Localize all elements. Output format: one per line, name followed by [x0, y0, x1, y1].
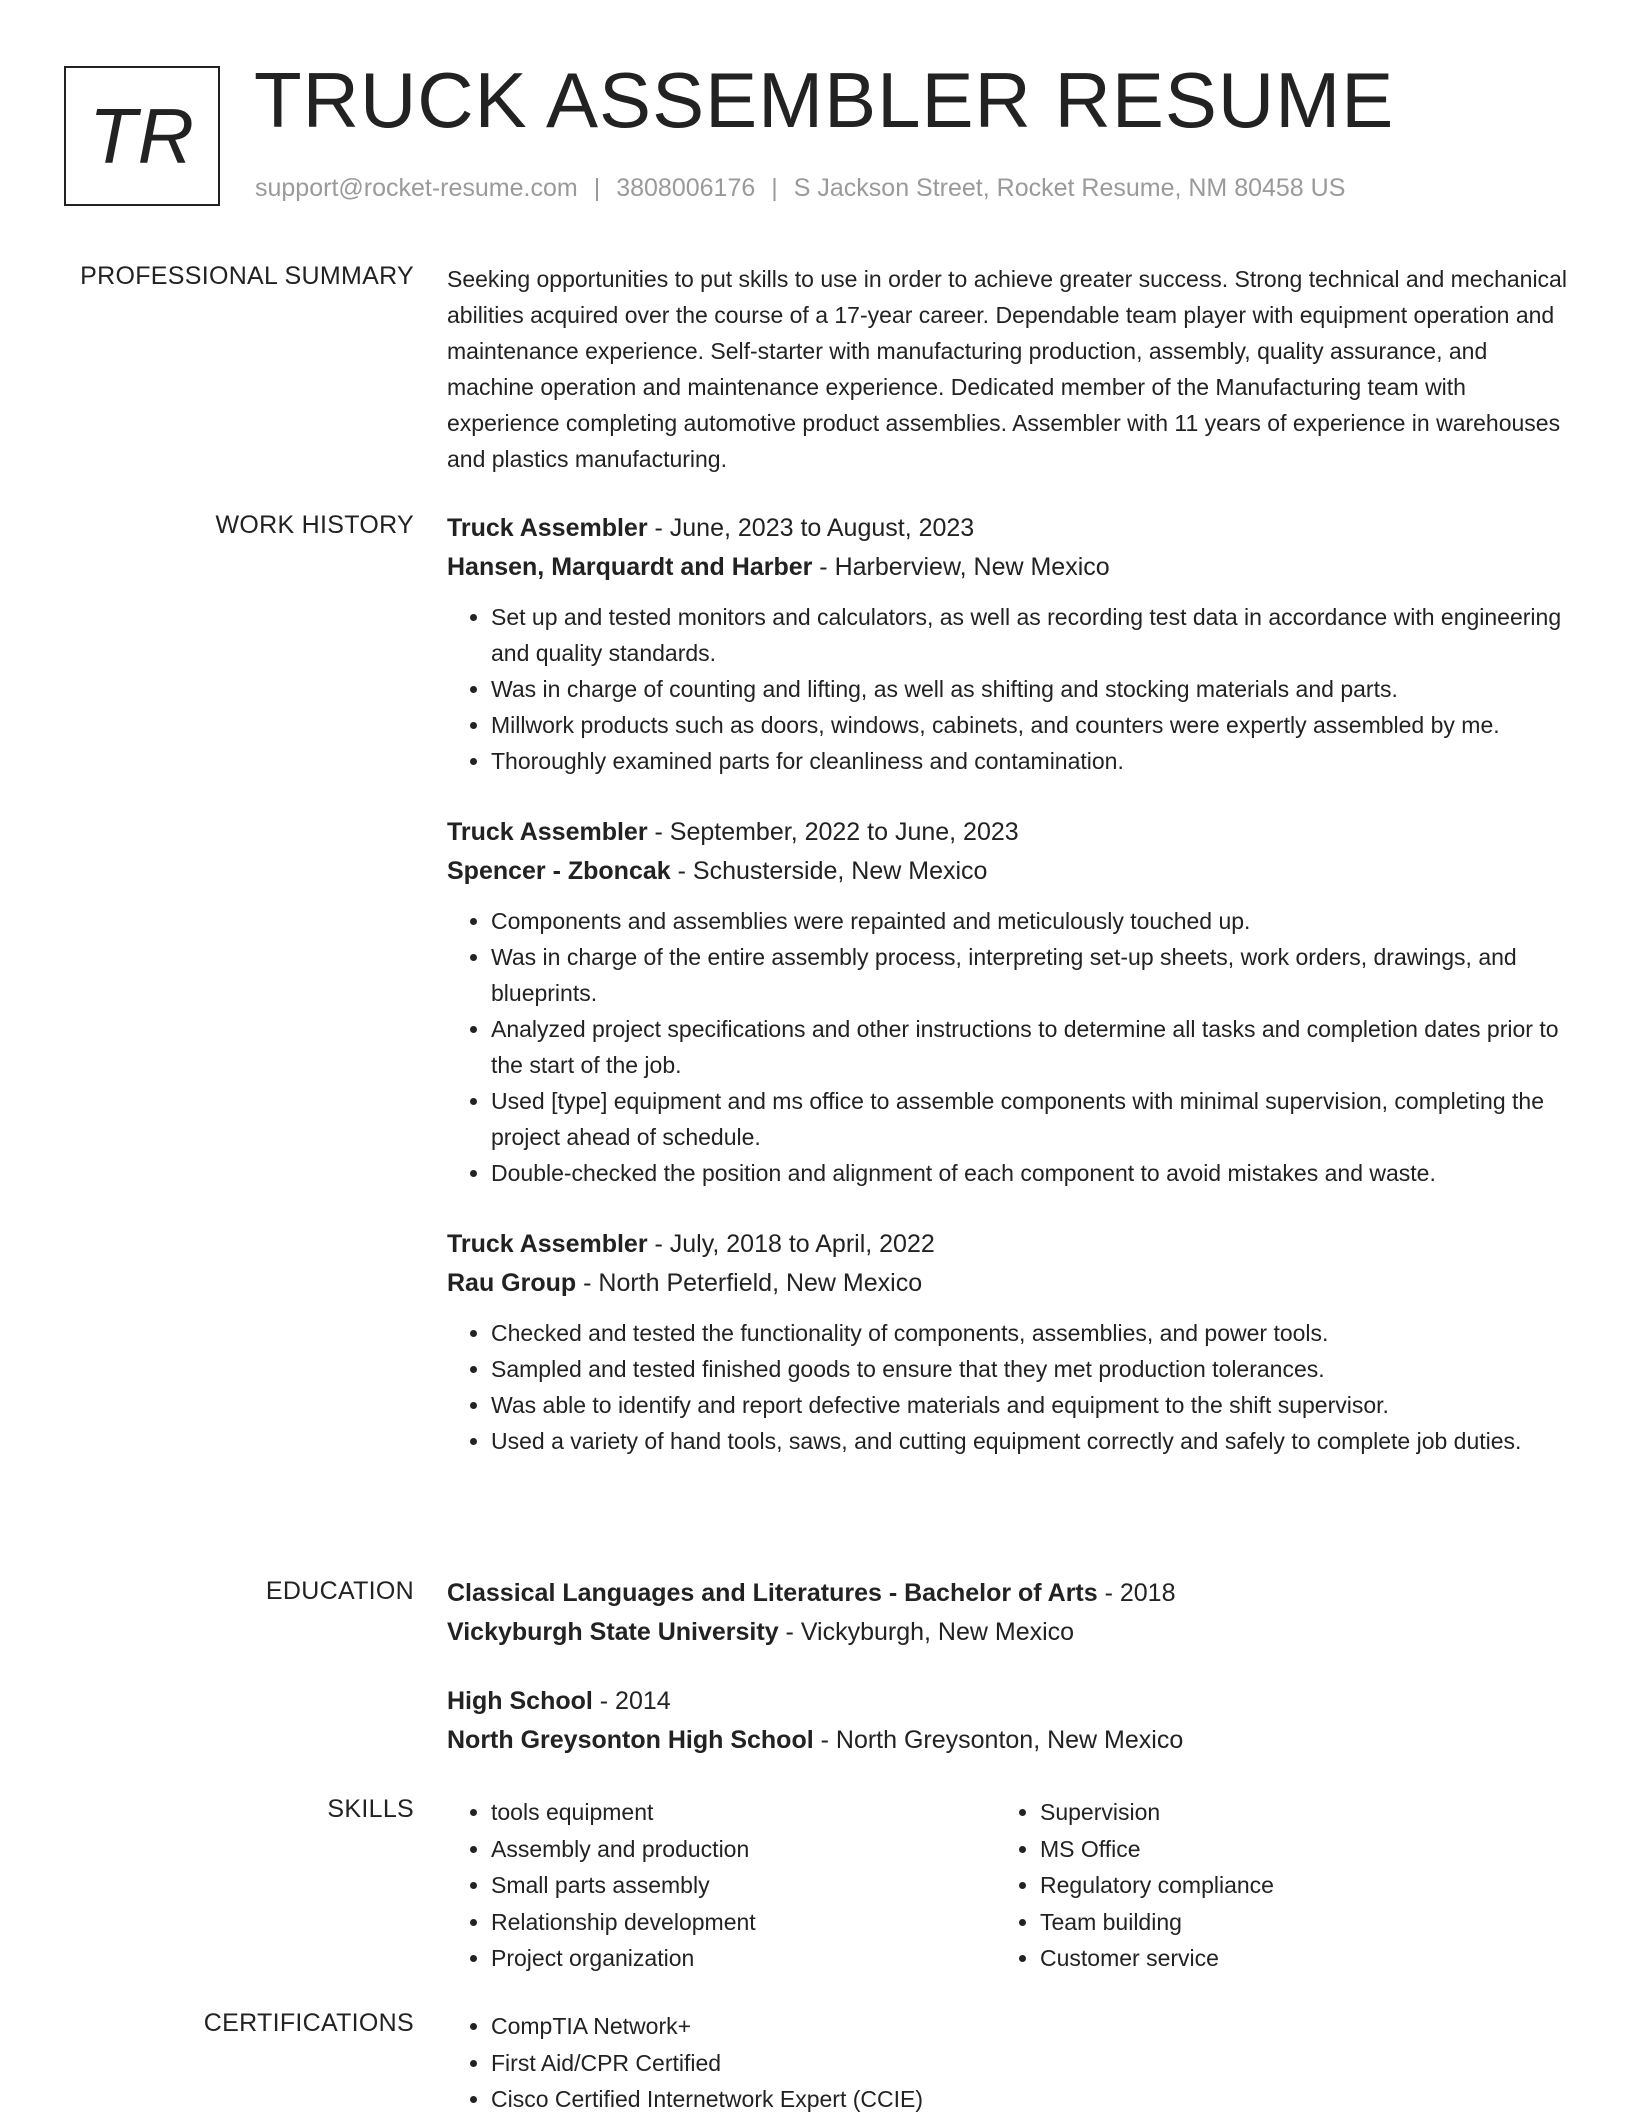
- summary-text: Seeking opportunities to put skills to use in order to achieve greater success. Strong technical and mechanical abilities acquired over the course of a 17-year career. Dependable team player with equipment operation and maintenance experience. Self-starter with manufacturing production, assembly, quality assurance, and machine operation and maintenance experience. Dedicated member of the Manufacturing team with experience completing automotive product assemblies. Assembler with 11 years of experience in warehouses and plastics manufacturing.: [447, 266, 1567, 472]
- skills-columns: [447, 1794, 1572, 1977]
- page-title: TRUCK ASSEMBLER RESUME: [254, 56, 1395, 144]
- certification-item: • First Aid/CPR Certified: [491, 2045, 1572, 2082]
- contact-line: [255, 174, 1345, 203]
- job-bullet: • Was able to identify and report defective materials and equipment to the shift supervisor.: [491, 1387, 1572, 1423]
- job-location: - Harberview, New Mexico: [812, 553, 1110, 581]
- job-dates: - September, 2022 to June, 2023: [647, 818, 1019, 846]
- certifications-label: CERTIFICATIONS: [203, 2009, 414, 2037]
- certification-item: • CompTIA Network+: [491, 2008, 1572, 2045]
- skill-item: • Supervision: [1040, 1794, 1545, 1831]
- summary-label: PROFESSIONAL SUMMARY: [80, 262, 414, 290]
- job-bullet: • Millwork products such as doors, windows, cabinets, and counters were expertly assembled by me.: [491, 707, 1572, 743]
- work-history-label: WORK HISTORY: [215, 511, 414, 539]
- monogram: TR: [64, 66, 220, 206]
- job-title: Truck Assembler: [447, 1230, 648, 1258]
- education-school-line: [447, 1613, 1572, 1652]
- contact-address: S Jackson Street, Rocket Resume, NM 80458 US: [793, 174, 1346, 202]
- skills-label: SKILLS: [327, 1795, 414, 1823]
- job-company-line: [447, 548, 1572, 587]
- skill-item: • Project organization: [491, 1940, 996, 1977]
- education-year: - 2014: [592, 1687, 671, 1715]
- job-company-line: [447, 852, 1572, 891]
- certification-item: • Cisco Certified Internetwork Expert (CCIE): [491, 2081, 1572, 2118]
- skills-list-left: [447, 1794, 996, 1977]
- contact-separator: |: [593, 174, 601, 202]
- contact-email: support@rocket-resume.com: [255, 174, 578, 202]
- job-bullet: • Set up and tested monitors and calculators, as well as recording test data in accordance with engineering and quality standards.: [491, 599, 1572, 671]
- job-location: - Schusterside, New Mexico: [670, 857, 988, 885]
- job-bullet: • Analyzed project specifications and other instructions to determine all tasks and completion dates prior to the start of the job.: [491, 1011, 1572, 1083]
- job-bullets: [447, 599, 1572, 779]
- contact-phone: 3808006176: [616, 174, 756, 202]
- education-entry: [447, 1682, 1572, 1760]
- skill-item: • tools equipment: [491, 1794, 996, 1831]
- skill-item: • Customer service: [1040, 1940, 1545, 1977]
- job-bullet: • Components and assemblies were repainted and meticulously touched up.: [491, 903, 1572, 939]
- job-bullet: • Thoroughly examined parts for cleanliness and contamination.: [491, 743, 1572, 779]
- contact-separator: |: [771, 174, 778, 202]
- education-entry: [447, 1574, 1572, 1652]
- job-title: Truck Assembler: [447, 818, 648, 846]
- job-bullets: [447, 903, 1572, 1191]
- job-company: Hansen, Marquardt and Harber: [447, 553, 813, 581]
- education-year: - 2018: [1097, 1579, 1176, 1607]
- job-title-line: [447, 813, 1572, 852]
- skill-item: • Small parts assembly: [491, 1867, 996, 1904]
- education-school: Vickyburgh State University: [447, 1618, 779, 1646]
- job-company: Spencer - Zboncak: [447, 857, 671, 885]
- education-school-line: [447, 1721, 1572, 1760]
- job-company-line: [447, 1264, 1572, 1303]
- job-dates: - June, 2023 to August, 2023: [647, 514, 975, 542]
- job-title-line: [447, 509, 1572, 548]
- job-entry: [447, 509, 1572, 779]
- job-bullet: • Used a variety of hand tools, saws, and cutting equipment correctly and safely to complete job duties.: [491, 1423, 1572, 1459]
- job-entry: [447, 1225, 1572, 1459]
- skill-item: • Team building: [1040, 1904, 1545, 1941]
- education-school: North Greysonton High School: [447, 1726, 814, 1754]
- certifications-list: [447, 2008, 1572, 2118]
- job-bullet: • Sampled and tested finished goods to ensure that they met production tolerances.: [491, 1351, 1572, 1387]
- education-degree: Classical Languages and Literatures - Bachelor of Arts: [447, 1579, 1098, 1607]
- education-degree-line: [447, 1682, 1572, 1721]
- job-title-line: [447, 1225, 1572, 1264]
- job-location: - North Peterfield, New Mexico: [576, 1269, 923, 1297]
- skill-item: • MS Office: [1040, 1831, 1545, 1868]
- skill-item: • Relationship development: [491, 1904, 996, 1941]
- job-title: Truck Assembler: [447, 514, 648, 542]
- job-bullets: [447, 1315, 1572, 1459]
- skills-list-right: [996, 1794, 1545, 1977]
- skill-item: • Assembly and production: [491, 1831, 996, 1868]
- job-dates: - July, 2018 to April, 2022: [647, 1230, 935, 1258]
- job-entry: [447, 813, 1572, 1191]
- education-location: - North Greysonton, New Mexico: [813, 1726, 1184, 1754]
- job-company: Rau Group: [447, 1269, 577, 1297]
- job-bullet: • Was in charge of counting and lifting, as well as shifting and stocking materials and parts.: [491, 671, 1572, 707]
- job-bullet: • Double-checked the position and alignment of each component to avoid mistakes and waste.: [491, 1155, 1572, 1191]
- job-bullet: • Checked and tested the functionality of components, assemblies, and power tools.: [491, 1315, 1572, 1351]
- skill-item: • Regulatory compliance: [1040, 1867, 1545, 1904]
- education-label: EDUCATION: [265, 1577, 414, 1605]
- education-degree: High School: [447, 1687, 593, 1715]
- education-degree-line: [447, 1574, 1572, 1613]
- education-location: - Vickyburgh, New Mexico: [778, 1618, 1075, 1646]
- job-bullet: • Used [type] equipment and ms office to assemble components with minimal supervision, completing the project ahead of schedule.: [491, 1083, 1572, 1155]
- job-bullet: • Was in charge of the entire assembly process, interpreting set-up sheets, work orders, drawings, and blueprints.: [491, 939, 1572, 1011]
